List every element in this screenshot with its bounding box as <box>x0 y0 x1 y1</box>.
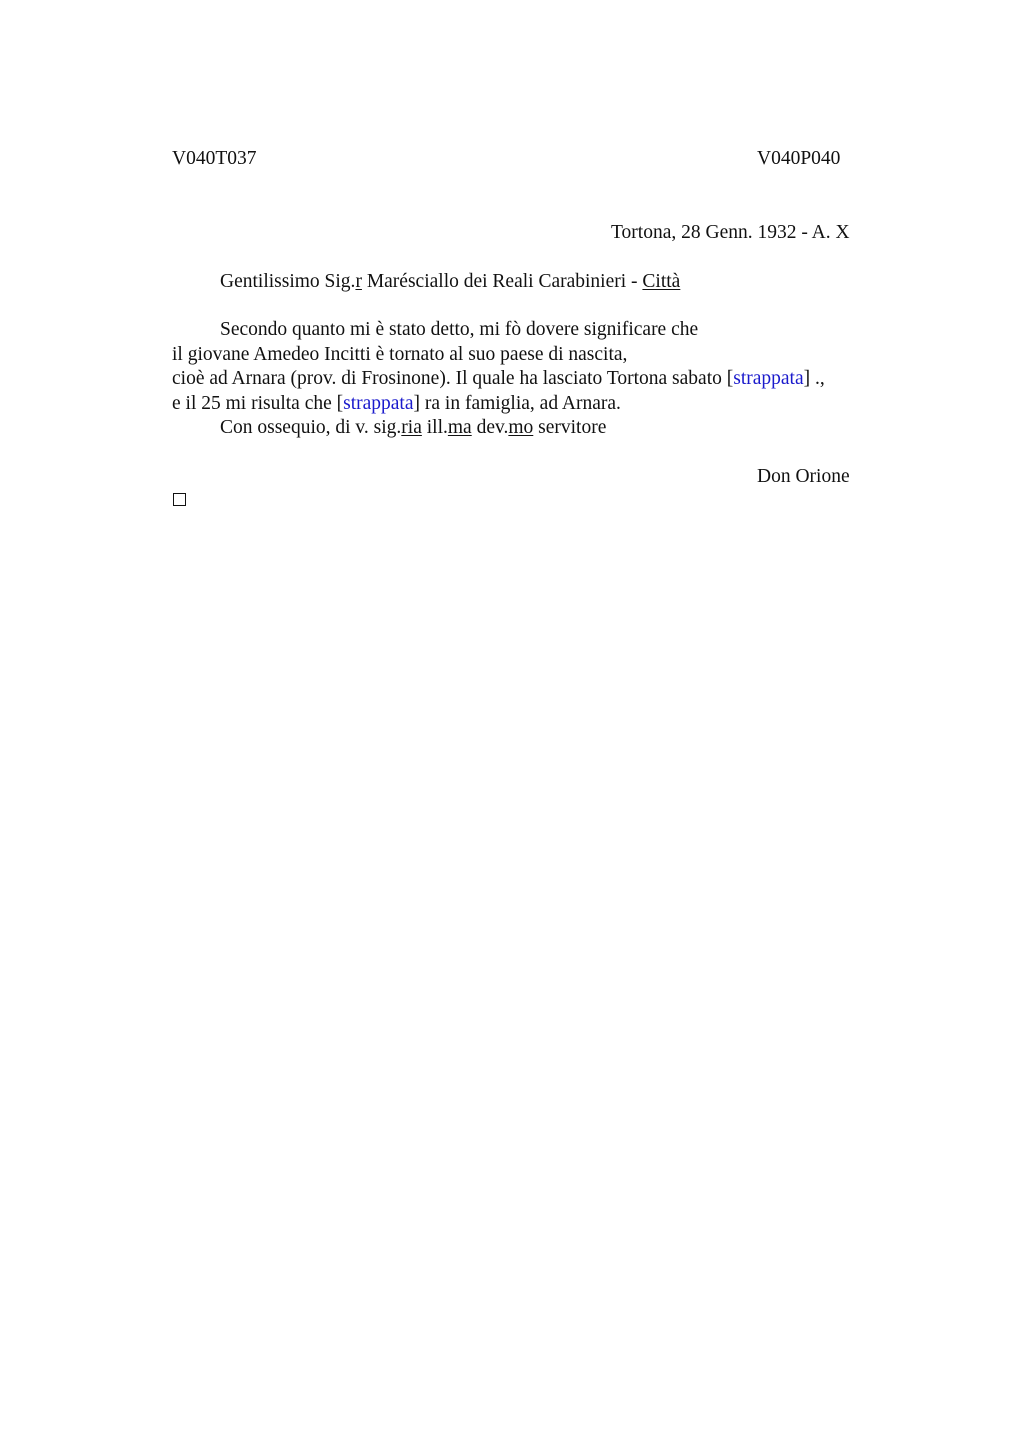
closing-text-c: dev. <box>471 417 509 438</box>
document-code-left: V040T037 <box>172 148 257 169</box>
editorial-note-torn: strappata <box>733 368 804 389</box>
body-line-2: il giovane Amedeo Incitti è tornato al suo paese di nascita, <box>172 344 628 365</box>
body-line-1: Secondo quanto mi è stato detto, mi fò dovere significare che <box>220 319 699 340</box>
closing-abbrev-2: ma <box>447 417 472 438</box>
document-code-right: V040P040 <box>757 148 841 169</box>
letter-closing <box>220 416 606 440</box>
body-line-3-end: ] ., <box>803 368 825 389</box>
salutation-prefix: Gentilissimo Sig. <box>220 271 356 292</box>
body-line-3-text: cioè ad Arnara (prov. di Frosinone). Il quale ha lasciato Tortona sabato [ <box>172 368 734 389</box>
closing-text-d: servitore <box>533 417 607 438</box>
closing-abbrev-3: mo <box>508 417 534 438</box>
closing-text-a: Con ossequio, di v. sig. <box>220 417 402 438</box>
editorial-note-torn: strappata <box>343 393 414 414</box>
body-line-4 <box>172 392 621 416</box>
body-line-4-text: e il 25 mi risulta che [ <box>172 393 344 414</box>
closing-text-b: ill. <box>421 417 448 438</box>
letter-dateline: Tortona, 28 Genn. 1932 - A. X <box>611 222 850 243</box>
closing-abbrev-1: ria <box>401 417 422 438</box>
letter-salutation <box>220 270 680 294</box>
salutation-place: Città <box>642 271 681 292</box>
salutation-abbrev: r <box>355 271 362 292</box>
body-line-3 <box>172 367 825 391</box>
body-line-4-end: ] ra in famiglia, ad Arnara. <box>413 393 621 414</box>
letter-signature: Don Orione <box>757 466 850 487</box>
checkbox-square-icon <box>173 493 186 506</box>
salutation-middle: Marésciallo dei Reali Carabinieri - <box>361 271 643 292</box>
